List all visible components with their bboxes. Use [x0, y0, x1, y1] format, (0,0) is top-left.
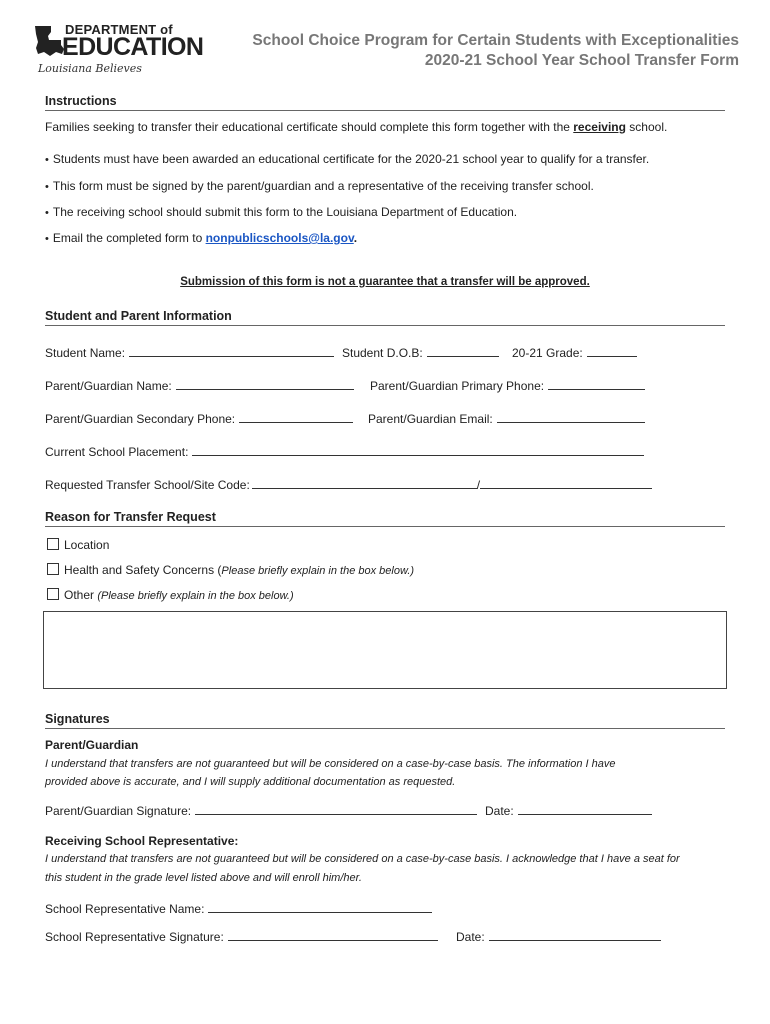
bullet-icon: •	[45, 154, 49, 166]
rep-signature-label: School Representative Signature:	[45, 930, 224, 944]
requested-school-blank[interactable]	[252, 476, 477, 489]
signatures-section	[45, 712, 725, 729]
current-school-field	[45, 443, 644, 459]
other-checkbox[interactable]	[47, 588, 59, 600]
parent-date-field	[485, 802, 652, 818]
bullet-text: This form must be signed by the parent/guardian and a representative of the receiving transfer school.	[52, 179, 594, 193]
grade-field	[512, 344, 637, 360]
student-name-label: Student Name:	[45, 346, 126, 360]
instructions-section	[45, 94, 725, 111]
intro-emphasis: receiving	[573, 120, 626, 134]
school-statement-line2: this student in the grade level listed above and will enroll him/her.	[45, 872, 362, 884]
current-school-blank[interactable]	[192, 443, 644, 456]
bullet-text: The receiving school should submit this form to the Louisiana Department of Education.	[52, 205, 518, 219]
logo-tagline: Louisiana Believes	[38, 62, 142, 75]
parent-statement-line2: provided above is accurate, and I will supply additional documentation as requested.	[45, 776, 456, 788]
parent-date-blank[interactable]	[518, 802, 652, 815]
site-code-separator: /	[476, 478, 481, 492]
school-rep-heading: Receiving School Representative:	[45, 834, 239, 848]
reason-heading: Reason for Transfer Request	[45, 510, 725, 527]
primary-phone-blank[interactable]	[548, 377, 645, 390]
ldoe-logo	[34, 22, 204, 78]
other-note: (Please briefly explain in the box below.)	[97, 590, 294, 602]
requested-school-field	[45, 476, 652, 492]
rep-date-blank[interactable]	[489, 928, 661, 941]
student-dob-field	[342, 344, 499, 360]
requested-school-label: Requested Transfer School/Site Code:	[45, 478, 250, 492]
bullet-item	[45, 231, 357, 245]
site-code-blank[interactable]	[480, 476, 652, 489]
parent-name-label: Parent/Guardian Name:	[45, 379, 172, 393]
parent-name-field	[45, 377, 354, 393]
grade-blank[interactable]	[587, 344, 637, 357]
email-instruction-text: Email the completed form to	[52, 231, 206, 245]
secondary-phone-blank[interactable]	[239, 410, 353, 423]
form-title-line1: School Choice Program for Certain Students with Exceptionalities	[252, 32, 739, 49]
parent-email-label: Parent/Guardian Email:	[368, 412, 493, 426]
health-safety-label: Health and Safety Concerns (	[64, 563, 222, 577]
reason-explanation-box[interactable]	[43, 611, 727, 689]
student-name-field	[45, 344, 334, 360]
student-info-section	[45, 309, 725, 326]
parent-signature-field	[45, 802, 477, 818]
primary-phone-label: Parent/Guardian Primary Phone:	[370, 379, 545, 393]
parent-statement-line1: I understand that transfers are not guaranteed but will be considered on a case-by-case basis. The information I have	[45, 758, 616, 770]
reason-section	[45, 510, 725, 527]
other-label: Other	[64, 588, 98, 602]
grade-label: 20-21 Grade:	[512, 346, 583, 360]
instructions-heading: Instructions	[45, 94, 725, 111]
rep-signature-field	[45, 928, 438, 944]
parent-signature-label: Parent/Guardian Signature:	[45, 804, 192, 818]
rep-name-label: School Representative Name:	[45, 902, 205, 916]
primary-phone-field	[370, 377, 645, 393]
email-link[interactable]: nonpublicschools@la.gov	[205, 231, 354, 245]
reason-option-health	[47, 563, 414, 577]
secondary-phone-label: Parent/Guardian Secondary Phone:	[45, 412, 236, 426]
rep-signature-blank[interactable]	[228, 928, 438, 941]
rep-date-field	[456, 928, 661, 944]
health-safety-note: Please briefly explain in the box below.)	[221, 565, 415, 577]
reason-option-other	[47, 588, 294, 602]
bullet-icon: •	[45, 181, 49, 193]
location-checkbox[interactable]	[47, 538, 59, 550]
bullet-item	[45, 205, 517, 219]
school-statement-line1: I understand that transfers are not guaranteed but will be considered on a case-by-case basis. I acknowledge that I have a seat for	[45, 853, 680, 865]
location-label: Location	[64, 538, 110, 552]
bullet-item	[45, 152, 649, 166]
email-period: .	[353, 231, 358, 245]
student-name-blank[interactable]	[129, 344, 334, 357]
bullet-item	[45, 179, 594, 193]
rep-name-field	[45, 900, 432, 916]
logo-department-text: DEPARTMENT of	[65, 22, 173, 37]
parent-date-label: Date:	[485, 804, 514, 818]
reason-option-location	[47, 538, 109, 552]
secondary-phone-field	[45, 410, 353, 426]
parent-name-blank[interactable]	[176, 377, 354, 390]
intro-text-end: school.	[625, 120, 668, 134]
student-dob-blank[interactable]	[427, 344, 499, 357]
parent-email-blank[interactable]	[497, 410, 645, 423]
bullet-text: Students must have been awarded an educational certificate for the 2020-21 school year to qualify for a transfer.	[52, 152, 650, 166]
signatures-heading: Signatures	[45, 712, 725, 729]
health-safety-checkbox[interactable]	[47, 563, 59, 575]
form-title	[252, 31, 739, 71]
intro-text-start: Families seeking to transfer their educational certificate should complete this form together with the	[45, 120, 574, 134]
logo-education-text: EDUCATION	[62, 33, 204, 61]
form-title-line2: 2020-21 School Year School Transfer Form	[424, 52, 739, 69]
parent-email-field	[368, 410, 645, 426]
bullet-icon: •	[45, 233, 49, 245]
parent-signature-blank[interactable]	[195, 802, 477, 815]
bullet-icon: •	[45, 207, 49, 219]
guarantee-notice: Submission of this form is not a guarantee that a transfer will be approved.	[180, 276, 590, 288]
student-dob-label: Student D.O.B:	[342, 346, 423, 360]
student-info-heading: Student and Parent Information	[45, 309, 725, 326]
instructions-intro	[45, 120, 667, 134]
rep-name-blank[interactable]	[208, 900, 432, 913]
rep-date-label: Date:	[456, 930, 485, 944]
current-school-label: Current School Placement:	[45, 445, 189, 459]
parent-guardian-heading: Parent/Guardian	[45, 738, 139, 752]
